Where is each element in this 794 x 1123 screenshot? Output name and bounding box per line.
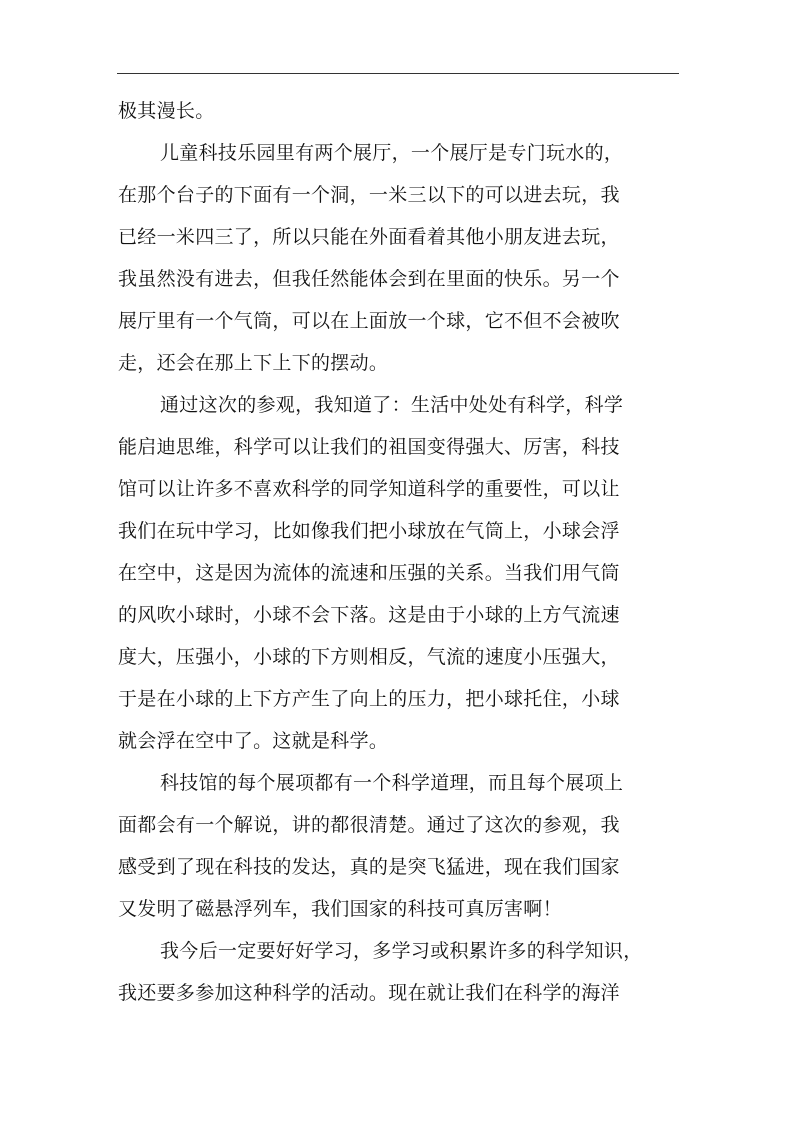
header-rule xyxy=(117,73,679,74)
text-line-19: 感受到了现在科技的发达，真的是突飞猛进，现在我们国家 xyxy=(118,856,620,878)
text-line-5: 我虽然没有进去，但我任然能体会到在里面的快乐。另一个 xyxy=(118,268,620,290)
text-line-8: 通过这次的参观，我知道了：生活中处处有科学，科学 xyxy=(160,394,624,416)
text-line-14: 度大，压强小，小球的下方则相反，气流的速度小压强大， xyxy=(118,646,620,668)
text-line-2: 儿童科技乐园里有两个展厅，一个展厅是专门玩水的， xyxy=(160,142,624,164)
text-line-16: 就会浮在空中了。这就是科学。 xyxy=(118,730,389,752)
text-line-18: 面都会有一个解说，讲的都很清楚。通过了这次的参观，我 xyxy=(118,814,620,836)
text-line-6: 展厅里有一个气筒，可以在上面放一个球，它不但不会被吹 xyxy=(118,310,620,332)
text-line-4: 已经一米四三了，所以只能在外面看着其他小朋友进去玩， xyxy=(118,226,620,248)
text-line-1: 极其漫长。 xyxy=(118,100,215,122)
text-line-11: 我们在玩中学习，比如像我们把小球放在气筒上，小球会浮 xyxy=(118,520,620,542)
text-line-9: 能启迪思维，科学可以让我们的祖国变得强大、厉害，科技 xyxy=(118,436,620,458)
text-line-20: 又发明了磁悬浮列车，我们国家的科技可真厉害啊！ xyxy=(118,898,562,920)
text-line-3: 在那个台子的下面有一个洞，一米三以下的可以进去玩，我 xyxy=(118,184,620,206)
text-line-10: 馆可以让许多不喜欢科学的同学知道科学的重要性，可以让 xyxy=(118,478,620,500)
text-line-7: 走，还会在那上下上下的摆动。 xyxy=(118,352,389,374)
text-line-21: 我今后一定要好好学习，多学习或积累许多的科学知识， xyxy=(160,940,643,962)
text-line-17: 科技馆的每个展项都有一个科学道理，而且每个展项上 xyxy=(160,772,624,794)
text-line-12: 在空中，这是因为流体的流速和压强的关系。当我们用气筒 xyxy=(118,562,620,584)
text-line-22: 我还要多参加这种科学的活动。现在就让我们在科学的海洋 xyxy=(118,982,620,1004)
text-line-15: 于是在小球的上下方产生了向上的压力，把小球托住，小球 xyxy=(118,688,620,710)
text-line-13: 的风吹小球时，小球不会下落。这是由于小球的上方气流速 xyxy=(118,604,620,626)
